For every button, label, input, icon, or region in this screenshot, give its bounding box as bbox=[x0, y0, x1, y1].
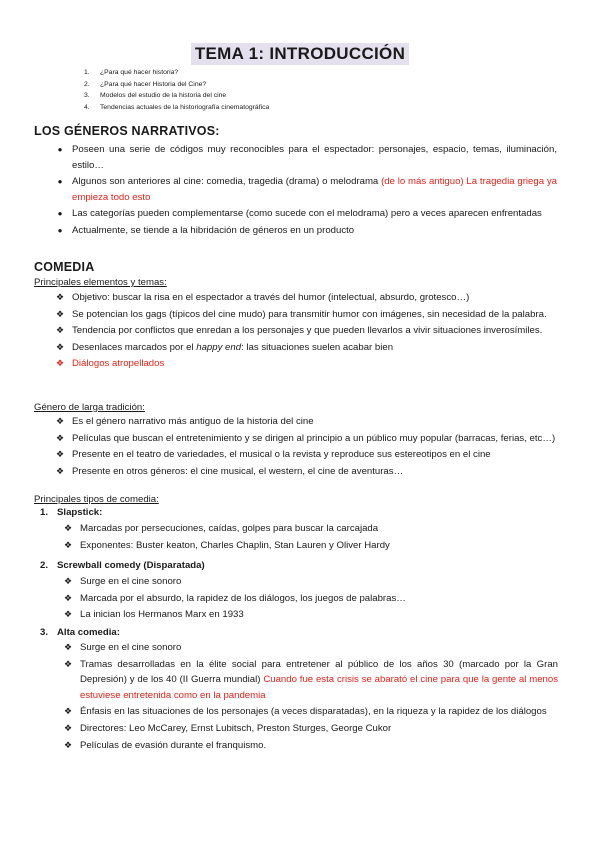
bullet-diamond-icon: ❖ bbox=[55, 292, 65, 302]
list-item: ❖ Películas de evasión durante el franquismo. bbox=[80, 738, 558, 754]
bullet-diamond-icon: ❖ bbox=[55, 432, 65, 443]
list-item: ● Actualmente, se tiende a la hibridación de géneros en un producto bbox=[72, 223, 557, 239]
bullet-diamond-icon: ❖ bbox=[63, 592, 73, 603]
red-note: (de lo más antiguo) La tragedia griega ya empieza todo esto bbox=[72, 176, 557, 203]
toc-text: ¿Para qué hacer historia? bbox=[100, 69, 179, 76]
bullet-dot-icon: ● bbox=[57, 145, 63, 154]
list-item: ● Las categorías pueden complementarse (como sucede con el melodrama) pero a veces aparecen enfrentadas bbox=[72, 206, 557, 222]
list-item: ● Poseen una serie de códigos muy reconocibles para el espectador: personajes, espacio, temas, iluminación, estilo… bbox=[72, 142, 557, 173]
list-item: ❖ Se potencian los gags (típicos del cine mudo) para transmitir humor con imágenes, sin necesidad de la palabra. bbox=[72, 307, 557, 323]
title-wrap bbox=[0, 43, 600, 65]
list-item: ❖ Surge en el cine sonoro bbox=[80, 640, 558, 656]
tradicion-list bbox=[55, 414, 557, 480]
list-item: ❖ Desenlaces marcados por el happy end: las situaciones suelen acabar bien bbox=[72, 340, 557, 356]
list-item: ❖ Presente en otros géneros: el cine musical, el western, el cine de aventuras… bbox=[72, 464, 557, 480]
bullet-diamond-icon: ❖ bbox=[55, 449, 65, 460]
list-item: ❖ Marcadas por persecuciones, caídas, golpes para buscar la carcajada bbox=[80, 521, 550, 537]
toc-text: Tendencias actuales de la historiografía cinematográfica bbox=[100, 103, 270, 111]
list-item: ❖ Énfasis en las situaciones de los personajes (a veces disparatadas), en la riqueza y la rapidez de los diálogos bbox=[80, 704, 558, 720]
subheading-tradicion: Género de larga tradición: bbox=[34, 402, 145, 413]
screwball-list bbox=[63, 574, 550, 624]
toc-number: 3. bbox=[84, 92, 90, 100]
generos-list bbox=[57, 142, 557, 240]
bullet-diamond-icon: ❖ bbox=[55, 358, 65, 369]
list-item: ❖ Películas que buscan el entretenimiento y se dirigen al principio a un público muy popular (barracas, ferias, etc…) bbox=[72, 431, 557, 447]
bullet-dot-icon: ● bbox=[57, 209, 63, 219]
list-item: ❖ Objetivo: buscar la risa en el espectador a través del humor (intelectual, absurdo, grotesco…) bbox=[72, 290, 557, 306]
toc-item bbox=[84, 67, 269, 79]
list-item: ❖ Marcada por el absurdo, la rapidez de los diálogos, los juegos de palabras… bbox=[80, 591, 550, 607]
bullet-diamond-icon: ❖ bbox=[55, 308, 65, 319]
list-item: ❖ Tendencia por conflictos que enredan a los personajes y que pueden llevarlos a vivir situaciones inverosímiles. bbox=[72, 323, 557, 339]
toc-number: 2. bbox=[84, 80, 90, 88]
subheading-elementos: Principales elementos y temas: bbox=[34, 277, 167, 288]
bullet-diamond-icon: ❖ bbox=[63, 706, 73, 717]
bullet-diamond-icon: ❖ bbox=[55, 325, 65, 336]
bullet-diamond-icon: ❖ bbox=[55, 341, 65, 352]
slapstick-list bbox=[63, 521, 550, 554]
toc-item bbox=[84, 79, 269, 91]
bullet-dot-icon: ● bbox=[57, 177, 63, 187]
bullet-diamond-icon: ❖ bbox=[63, 609, 73, 620]
toc-item bbox=[84, 90, 269, 102]
toc-number: 4. bbox=[84, 103, 90, 111]
page-title: TEMA 1: INTRODUCCIÓN bbox=[191, 43, 409, 65]
bullet-diamond-icon: ❖ bbox=[55, 465, 65, 476]
bullet-dot-icon: ● bbox=[57, 225, 63, 235]
bullet-diamond-icon: ❖ bbox=[63, 658, 73, 669]
bullet-diamond-icon: ❖ bbox=[63, 722, 73, 733]
section-heading-comedia: COMEDIA bbox=[34, 260, 95, 274]
list-item: ● Algunos son anteriores al cine: comedia, tragedia (drama) o melodrama (de lo más antiguo) La tragedia griega ya empieza todo esto bbox=[72, 174, 557, 205]
list-item: ❖ Es el género narrativo más antiguo de la historia del cine bbox=[72, 414, 557, 430]
elementos-list bbox=[55, 290, 557, 373]
tipo-heading-alta-comedia: 3. Alta comedia: bbox=[40, 627, 120, 638]
list-item: ❖ La inician los Hermanos Marx en 1933 bbox=[80, 607, 550, 623]
toc-item bbox=[84, 102, 269, 114]
red-note: Cuando fue esta crisis se abarató el cine para que la gente al menos estuviese entretenida como en la pandemia bbox=[80, 674, 559, 701]
toc-text: Modelos del estudio de la historia del cine bbox=[100, 92, 227, 100]
bullet-diamond-icon: ❖ bbox=[63, 576, 73, 586]
bullet-diamond-icon: ❖ bbox=[63, 739, 73, 750]
tipo-heading-screwball: 2. Screwball comedy (Disparatada) bbox=[40, 560, 205, 571]
alta-comedia-list bbox=[63, 640, 559, 754]
list-item: ❖ Surge en el cine sonoro bbox=[80, 574, 550, 590]
bullet-diamond-icon: ❖ bbox=[55, 416, 65, 426]
tipo-heading-slapstick: 1. Slapstick: bbox=[40, 507, 103, 518]
list-item: ❖ Exponentes: Buster keaton, Charles Chaplin, Stan Lauren y Oliver Hardy bbox=[80, 538, 550, 554]
list-item: ❖ Tramas desarrolladas en la élite social para entretener al público de los años 30 (marcado por la Gran Depresión) y de los 40 (II Guerra mundial) Cuando fue esta crisis se abarató el cine para que la gente al menos estuviese entretenida como en la pandemia bbox=[63, 658, 559, 701]
toc-number: 1. bbox=[84, 69, 90, 76]
bullet-diamond-icon: ❖ bbox=[63, 539, 73, 550]
list-item: ❖ Directores: Leo McCarey, Ernst Lubitsch, Preston Sturges, George Cukor bbox=[80, 721, 558, 737]
toc-text: ¿Para qué hacer Historia del Cine? bbox=[100, 80, 207, 88]
bullet-diamond-icon: ❖ bbox=[63, 523, 73, 533]
table-of-contents bbox=[84, 67, 269, 113]
subheading-tipos: Principales tipos de comedia: bbox=[34, 494, 159, 505]
list-item: ❖ Diálogos atropellados bbox=[72, 356, 557, 372]
bullet-diamond-icon: ❖ bbox=[63, 642, 73, 652]
list-item: ❖ Presente en el teatro de variedades, el musical o la revista y reproduce sus estereotipos en el cine bbox=[72, 447, 557, 463]
section-heading-generos: LOS GÉNEROS NARRATIVOS: bbox=[34, 124, 220, 138]
